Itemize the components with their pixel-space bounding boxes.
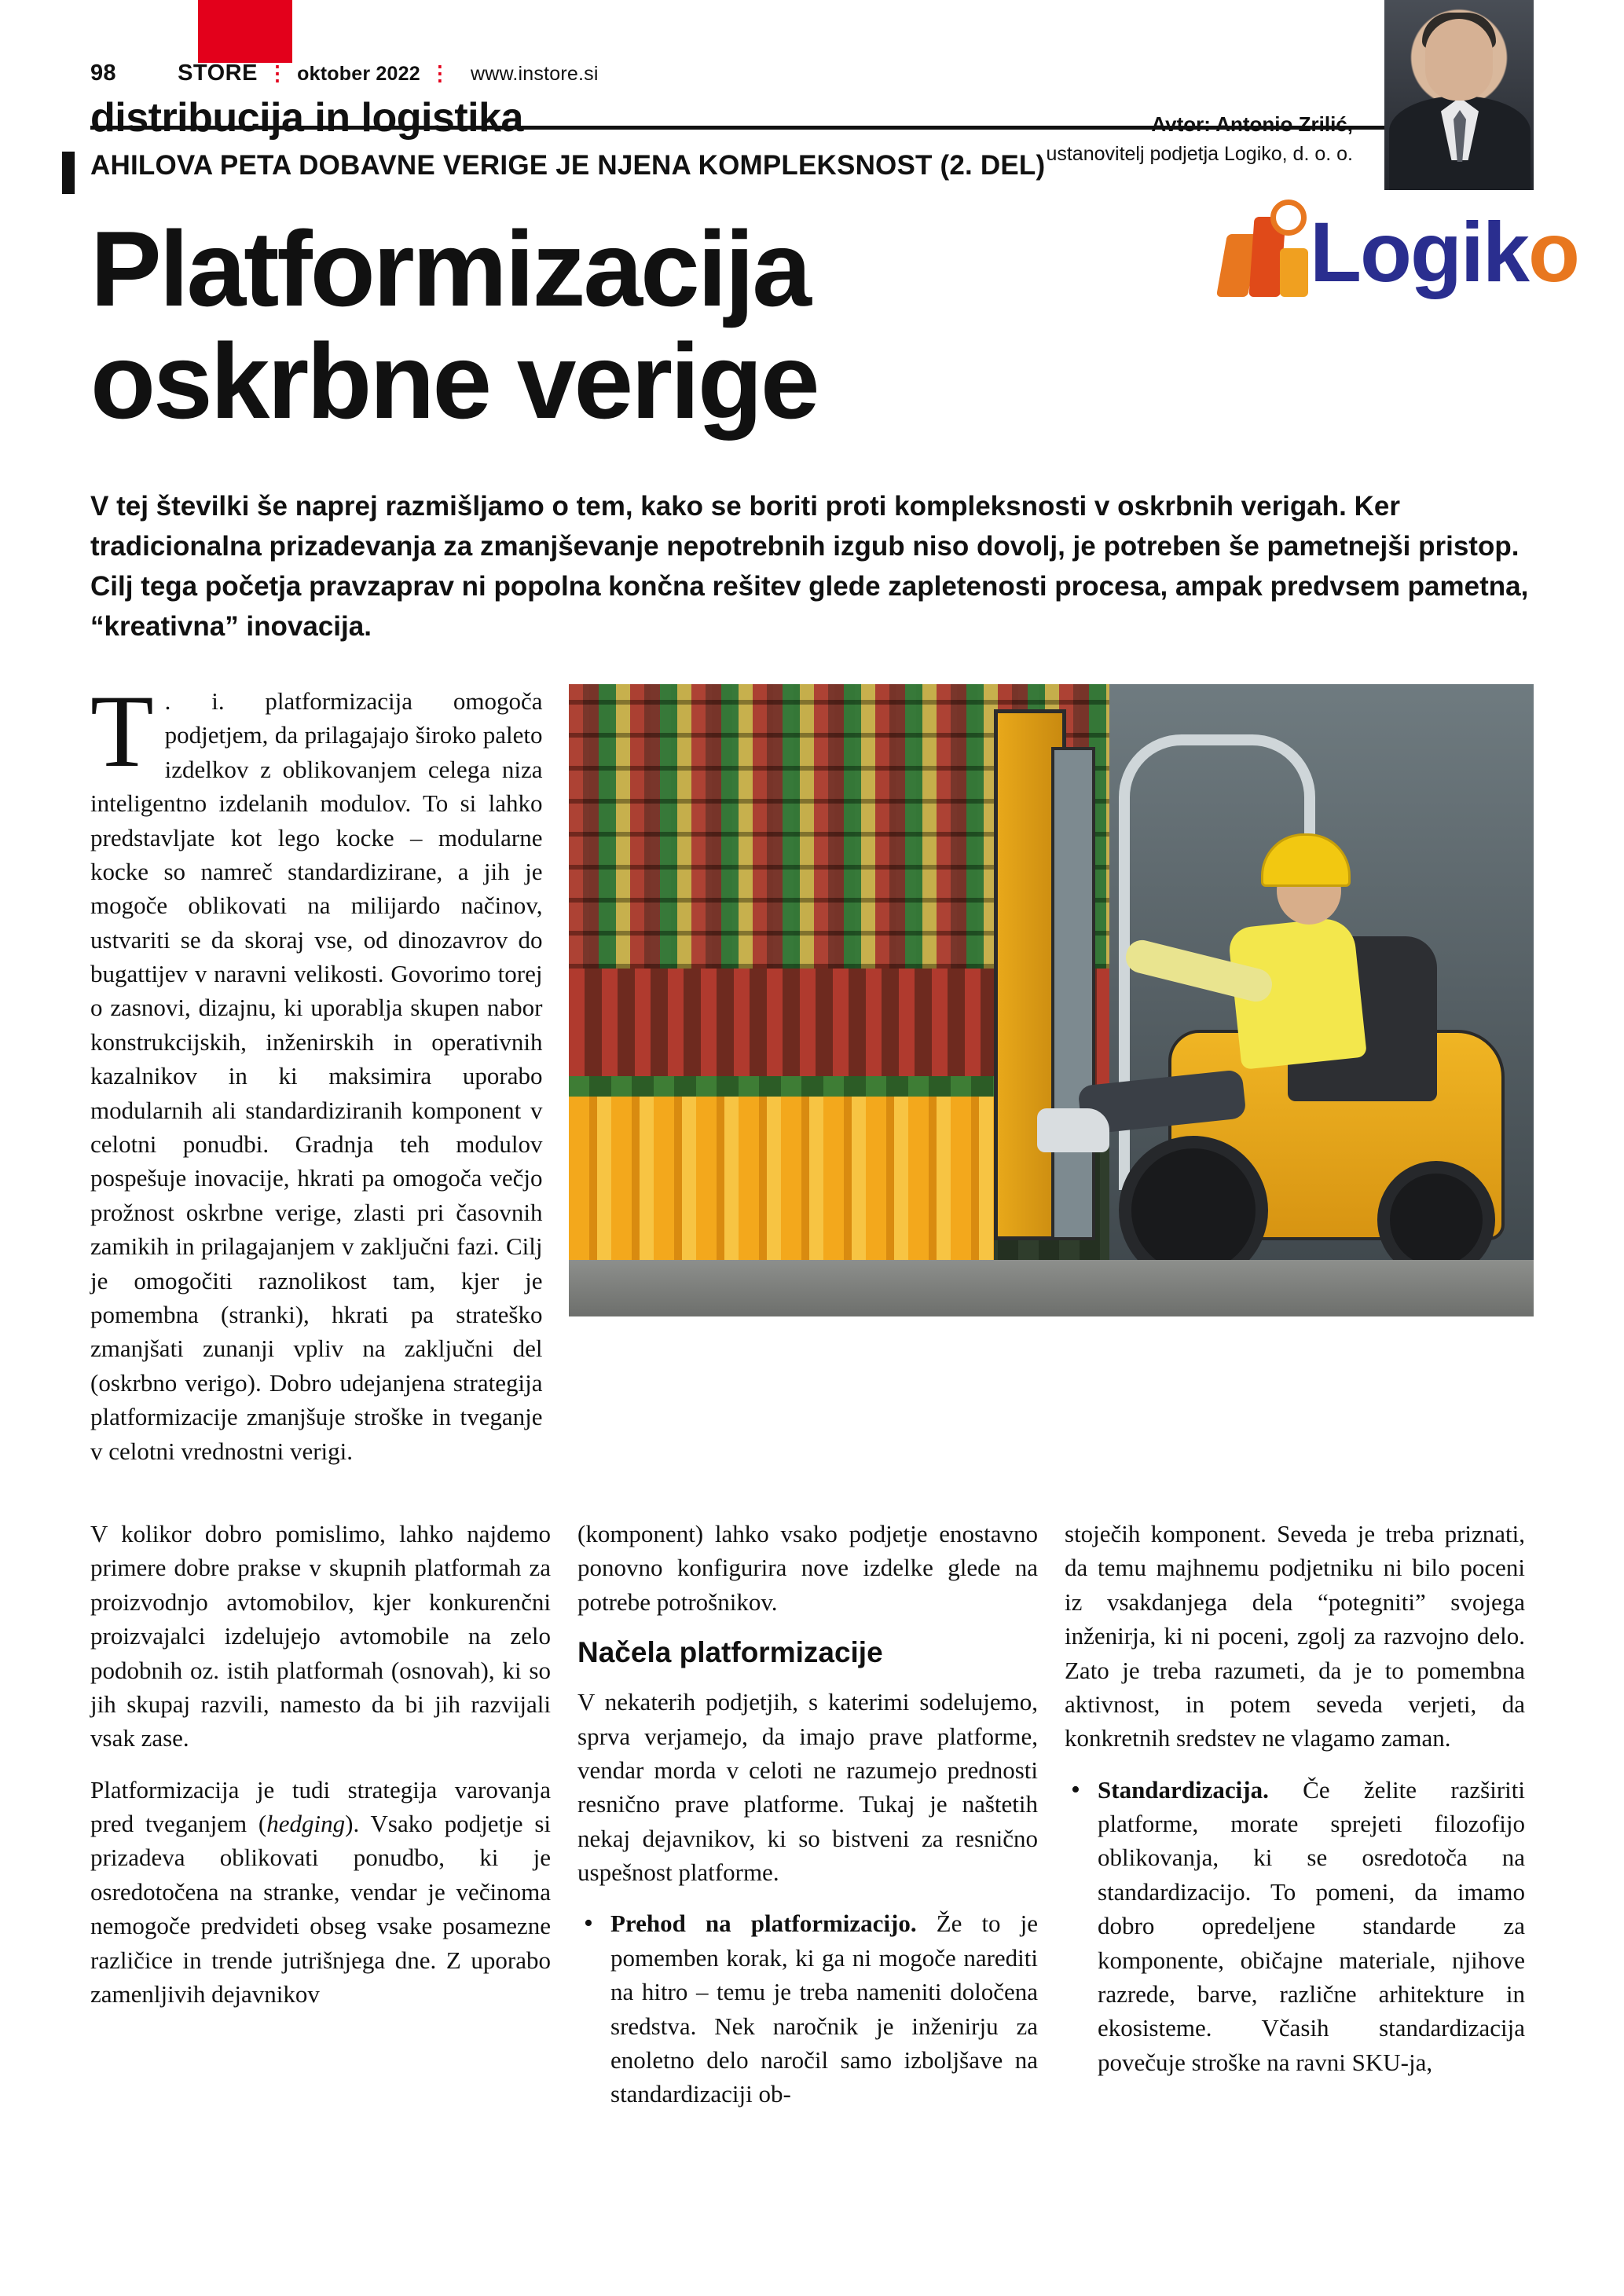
article-body (90, 672, 1534, 2129)
paragraph-col2-2: V nekaterih podjetjih, s katerimi sodelujemo, sprva verjamejo, da imajo prave platforme, vendar morda v celoti ne razumejo prednosti resnično prave platforme. Tukaj je naštetih nekaj dejavnikov, ki so bistveni za resnično uspešnost platforme. (577, 1688, 1038, 1887)
bullet-term-standardizacija: Standardizacija. (1098, 1775, 1269, 1803)
logiko-logo (1208, 196, 1616, 314)
bullet-text-prehod: Že to je pomemben korak, ki ga ni mogoče narediti na hitro – temu je treba nameniti določena sredstva. Nek naročnik je inženirju za enoletno delo naročil samo izboljšave na standardizaciji ob- (610, 1910, 1038, 2108)
logiko-logo-text-main: Logik (1310, 204, 1528, 299)
masthead-line (90, 60, 1534, 86)
article-columns (90, 1517, 1534, 2129)
headline-line-1: Platformizacija (90, 209, 809, 328)
bullet-text-standardizacija: Če želite razširiti platforme, morate sprejeti filozofijo oblikovanja, ki se osredotoča na standardizacijo. To pomeni, da imamo dobro opredeljene standarde za komponente, običajne materiale, njihove razrede, barve, različne arhitekture in ekosisteme. Včasih standardizacija povečuje stroške na ravni SKU-ja, (1098, 1775, 1525, 2076)
bullet-list-col3 (1065, 1773, 1525, 2080)
bullet-term-prehod: Prehod na platformizacijo. (610, 1910, 917, 1938)
paragraph-col1-3-b: ). Vsako podjetje si prizadeva oblikovati ponudbo, ki je osredotočena na stranke, vendar je večinoma nemogoče predvideti obseg vsake posamezne različice in trende jutrišnjega dne. Z uporabo zamenljivih dejavnikov (90, 1810, 551, 2009)
author-role: ustanovitelj podjetja Logiko, d. o. o. (1046, 142, 1353, 165)
paragraph-col1-2: V kolikor dobro pomislimo, lahko najdemo primere dobre prakse v skupnih platformah za proizvodnjo avtomobilov, kjer konkurenčni proizvajalci izdelujejo avtomobile na zelo podobnih oz. istih platformah (osnovah), ki so jih skupaj razvili, namesto da bi jih razvijali vsak zase. (90, 1519, 551, 1752)
logiko-logo-mark-icon (1215, 201, 1322, 303)
section-title: distribucija in logistika (90, 95, 523, 141)
article-column-3 (1065, 1517, 1525, 2129)
list-item (577, 1906, 1038, 2111)
masthead-separator-2: ⋮ (429, 61, 451, 85)
article-column-1 (90, 1517, 551, 2129)
paragraph-col1-3 (90, 1773, 551, 2012)
author-name: Avtor: Antonio Zrilić, (1151, 112, 1353, 136)
paragraph-col1-3-em: hedging (266, 1810, 346, 1838)
paragraph-col3-1: stoječih komponent. Seveda je treba priznati, da temu majhnemu podjetniku ni bilo poceni iz vsakdanjega dela “potegniti” svojega inženirja, ki ni poceni, zgolj za razvojno delo. Zato je treba razumeti, da je to pomembna aktivnost, in potem seveda verjeti, da konkretnih sredstev ne vlagamo zaman. (1065, 1519, 1525, 1752)
article-top-row (90, 672, 1534, 1485)
paragraph-intro (90, 672, 543, 1468)
subheading-nacela-platformizacije: Načela platformizacije (577, 1636, 883, 1669)
masthead-separator: ⋮ (266, 61, 288, 85)
logiko-logo-text (1310, 203, 1578, 301)
article-column-2 (577, 1517, 1038, 2129)
article-lead: V tej številki še naprej razmišljamo o tem, kako se boriti proti kompleksnosti v oskrbnih verigah. Ker tradicionalna prizadevanja za zmanjševanje nepotrebnih izgub niso dovolj, je potreben še pametnejši pristop. Cilj tega početja pravzaprav ni popolna končna rešitev glede zapletenosti procesa, ampak predvsem pametna, “kreativna” inovacija. (90, 490, 1529, 642)
masthead-store-label: STORE (178, 60, 258, 86)
issue-date: oktober 2022 (297, 63, 420, 85)
kicker-row (90, 150, 1534, 199)
site-url[interactable]: www.instore.si (471, 63, 599, 85)
drop-cap: T (90, 672, 154, 789)
bullet-list-col2 (577, 1906, 1038, 2111)
masthead-in-label: IN (155, 63, 175, 84)
page-header (90, 0, 1534, 165)
paragraph-col1-3-a: Platformizacija je tudi strategija varovanja pred tveganjem ( (90, 1775, 551, 1838)
kicker-accent-bar (62, 152, 75, 194)
headline-line-2: oskrbne verige (90, 320, 818, 441)
list-item (1065, 1773, 1525, 2080)
paragraph-intro-text: . i. platformizacija omogoča podjetjem, da prilagajajo široko paleto izdelkov z oblikovanjem celega niza inteligentno izdelanih modulov. To si lahko predstavljate kot lego kocke – modularne kocke so namreč standardizirane, a jih je mogoče oblikovati na milijardo načinov, ustvariti se da skoraj vse, od dinozavrov do bugattijev v naravni velikosti. Govorimo torej o zasnovi, dizajnu, ki uporablja skupen nabor konstrukcijskih, inženirskih in operativnih kazalnikov in ki maksimira uporabo modularnih ali standardiziranih komponent v celotni ponudbi. Gradnja teh modulov pospešuje inovacije, hkrati pa omogoča večjo prožnost oskrbne verige, zlasti pri časovnih zamikih in prilagajanjem v zaključni fazi. Cilj je omogočiti raznolikost tam, kjer je pomembna (stranki), hkrati pa strateško zmanjšati zunanji vpliv na zaključni del (oskrbno verigo). Dobro udejanjena strategija platformizacije zmanjšuje stroške in tveganje v celotni vrednostni verigi. (90, 687, 543, 1465)
page-number: 98 (90, 60, 116, 86)
article-photo-forklift-warehouse (569, 684, 1534, 1316)
logiko-logo-text-accent: o (1527, 204, 1578, 299)
article-column-1-top (90, 672, 543, 1485)
kicker-text: AHILOVA PETA DOBAVNE VERIGE JE NJENA KOMPLEKSNOST (2. DEL) (90, 150, 1046, 181)
paragraph-col2-1: (komponent) lahko vsako podjetje enostavno ponovno konfigurira nove izdelke glede na potrebe potrošnikov. (577, 1519, 1038, 1616)
masthead-red-block (198, 0, 292, 63)
